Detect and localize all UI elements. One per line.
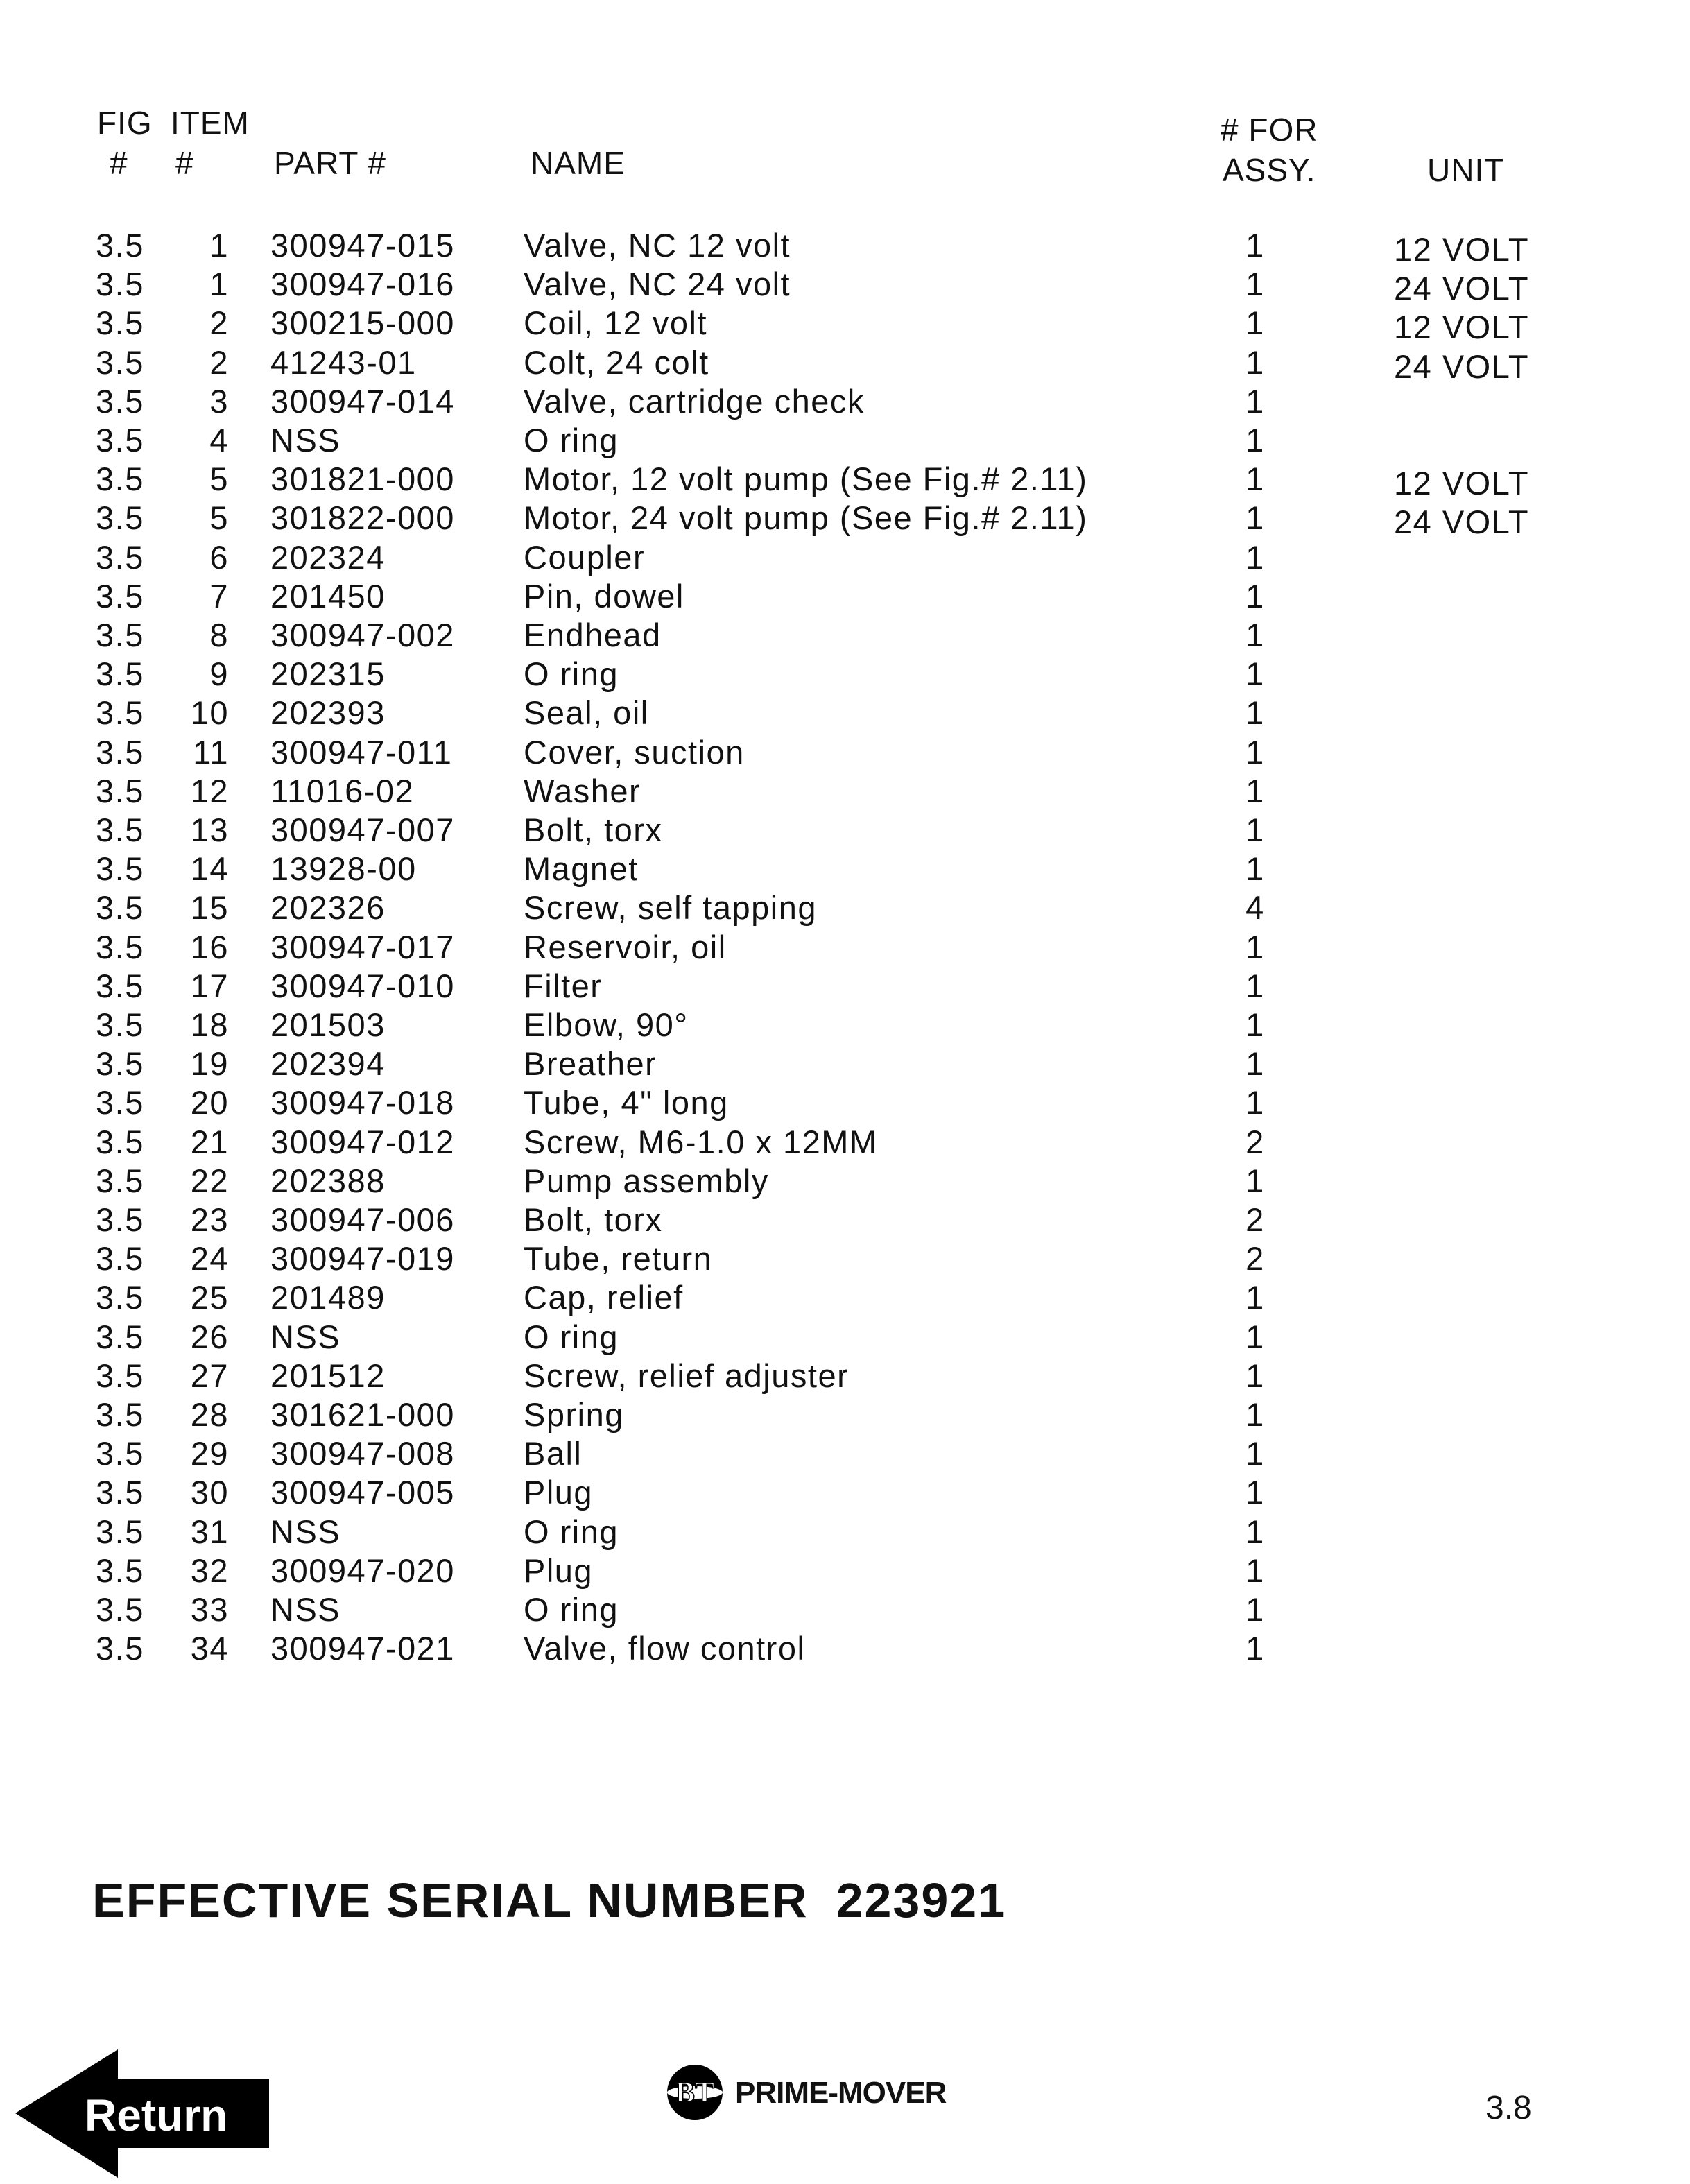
cell-name: Valve, flow control	[524, 1630, 806, 1667]
cell-qty: 1	[1245, 811, 1265, 848]
cell-item: 23	[190, 1201, 229, 1238]
cell-item: 19	[190, 1045, 229, 1083]
cell-name: Colt, 24 colt	[524, 343, 709, 381]
cell-item: 34	[190, 1630, 229, 1667]
cell-part: 300947-011	[270, 733, 453, 771]
cell-part: 202394	[270, 1045, 386, 1083]
cell-item: 22	[190, 1162, 229, 1199]
cell-unit: 12 VOLT	[1394, 309, 1530, 346]
header-item-hash: #	[175, 145, 194, 181]
cell-part: 300947-012	[270, 1123, 455, 1160]
table-row	[0, 1395, 1690, 1434]
table-row	[0, 811, 1690, 850]
table-row	[0, 616, 1690, 655]
cell-qty: 2	[1245, 1123, 1265, 1160]
cell-unit: 24 VOLT	[1394, 270, 1530, 307]
cell-item: 31	[190, 1513, 229, 1550]
cell-name: Screw, self tapping	[524, 889, 817, 927]
table-row	[0, 1434, 1690, 1473]
cell-part: 201512	[270, 1357, 386, 1394]
cell-qty: 1	[1245, 1279, 1265, 1316]
table-row	[0, 694, 1690, 732]
table-row	[0, 538, 1690, 577]
cell-part: 300947-014	[270, 382, 455, 420]
cell-qty: 1	[1245, 499, 1265, 537]
cell-qty: 1	[1245, 1006, 1265, 1043]
cell-qty: 1	[1245, 694, 1265, 732]
header-qty-assy: ASSY.	[1223, 152, 1316, 188]
header-fig: FIG	[97, 105, 153, 141]
cell-fig: 3.5	[96, 343, 144, 381]
table-row	[0, 499, 1690, 541]
cell-item: 18	[190, 1006, 229, 1043]
cell-fig: 3.5	[96, 1513, 144, 1550]
cell-name: Tube, 4" long	[524, 1084, 729, 1121]
cell-part: NSS	[270, 1318, 341, 1355]
cell-part: 202326	[270, 889, 386, 927]
cell-qty: 1	[1245, 1318, 1265, 1355]
cell-part: 300947-006	[270, 1201, 455, 1238]
cell-item: 8	[209, 617, 229, 653]
cell-item: 27	[190, 1357, 229, 1394]
cell-name: Filter	[524, 967, 603, 1004]
cell-qty: 1	[1245, 1474, 1265, 1511]
cell-name: Magnet	[524, 850, 639, 888]
cell-name: Pin, dowel	[524, 577, 684, 614]
cell-name: Screw, M6-1.0 x 12MM	[524, 1123, 878, 1160]
table-row	[0, 772, 1690, 811]
table-row	[0, 733, 1690, 772]
cell-qty: 1	[1245, 227, 1265, 264]
table-row	[0, 1357, 1690, 1395]
header-fig-hash: #	[110, 145, 128, 181]
cell-qty: 1	[1245, 1084, 1265, 1121]
table-row	[0, 1006, 1690, 1044]
cell-item: 1	[209, 266, 229, 303]
cell-qty: 1	[1245, 1045, 1265, 1083]
cell-part: 201450	[270, 577, 386, 614]
cell-unit: 12 VOLT	[1394, 465, 1530, 502]
cell-name: Coupler	[524, 538, 646, 576]
cell-item: 1	[209, 227, 229, 264]
cell-fig: 3.5	[96, 1006, 144, 1043]
cell-qty: 1	[1245, 1435, 1265, 1472]
serial-label: EFFECTIVE SERIAL NUMBER	[92, 1873, 809, 1927]
cell-qty: 1	[1245, 655, 1265, 693]
cell-item: 12	[190, 772, 229, 809]
cell-item: 25	[190, 1279, 229, 1316]
cell-fig: 3.5	[96, 889, 144, 927]
cell-fig: 3.5	[96, 1240, 144, 1278]
cell-item: 28	[190, 1396, 229, 1433]
table-row	[0, 421, 1690, 460]
cell-qty: 2	[1245, 1201, 1265, 1238]
cell-name: Bolt, torx	[524, 1201, 663, 1238]
table-row	[0, 1201, 1690, 1239]
cell-qty: 1	[1245, 850, 1265, 888]
table-row	[0, 1239, 1690, 1278]
cell-qty: 1	[1245, 1591, 1265, 1628]
table-row	[0, 1473, 1690, 1512]
cell-item: 30	[190, 1474, 229, 1511]
cell-part: 202393	[270, 694, 386, 732]
cell-fig: 3.5	[96, 461, 144, 498]
bt-logo-text: BT	[675, 2077, 715, 2109]
cell-part: 202324	[270, 538, 386, 576]
cell-item: 17	[190, 967, 229, 1004]
cell-qty: 1	[1245, 422, 1265, 458]
cell-fig: 3.5	[96, 772, 144, 809]
cell-fig: 3.5	[96, 655, 144, 693]
cell-item: 20	[190, 1084, 229, 1121]
cell-item: 3	[209, 382, 229, 420]
cell-qty: 1	[1245, 538, 1265, 576]
cell-part: 300947-015	[270, 227, 455, 264]
table-row	[0, 1044, 1690, 1083]
cell-name: O ring	[524, 655, 619, 693]
table-row	[0, 1162, 1690, 1201]
cell-fig: 3.5	[96, 1396, 144, 1433]
cell-name: Motor, 12 volt pump (See Fig.# 2.11)	[524, 461, 1088, 498]
cell-name: Valve, NC 12 volt	[524, 227, 791, 264]
cell-qty: 2	[1245, 1240, 1265, 1278]
table-row	[0, 1590, 1690, 1629]
cell-qty: 1	[1245, 382, 1265, 420]
cell-fig: 3.5	[96, 1318, 144, 1355]
cell-item: 13	[190, 811, 229, 848]
cell-fig: 3.5	[96, 967, 144, 1004]
table-row	[0, 382, 1690, 421]
cell-part: 300947-010	[270, 967, 455, 1004]
cell-fig: 3.5	[96, 266, 144, 303]
cell-part: 11016-02	[270, 772, 415, 809]
table-row	[0, 304, 1690, 346]
bt-logo-icon	[666, 2063, 724, 2122]
cell-fig: 3.5	[96, 538, 144, 576]
return-button[interactable]	[15, 2049, 272, 2178]
cell-item: 5	[209, 461, 229, 498]
cell-fig: 3.5	[96, 304, 144, 342]
brand-name: PRIME-MOVER	[735, 2076, 947, 2110]
cell-part: 300947-002	[270, 617, 455, 653]
cell-item: 32	[190, 1551, 229, 1589]
cell-qty: 1	[1245, 1551, 1265, 1589]
brand	[666, 2063, 985, 2126]
table-row	[0, 1083, 1690, 1122]
cell-name: O ring	[524, 1591, 619, 1628]
table-row	[0, 1629, 1690, 1668]
cell-name: Screw, relief adjuster	[524, 1357, 850, 1394]
cell-name: Bolt, torx	[524, 811, 663, 848]
cell-qty: 1	[1245, 772, 1265, 809]
cell-name: Seal, oil	[524, 694, 649, 732]
cell-fig: 3.5	[96, 1435, 144, 1472]
cell-part: 300215-000	[270, 304, 455, 342]
cell-qty: 1	[1245, 967, 1265, 1004]
cell-item: 15	[190, 889, 229, 927]
cell-part: 301821-000	[270, 461, 455, 498]
cell-qty: 1	[1245, 577, 1265, 614]
cell-name: O ring	[524, 422, 619, 458]
cell-fig: 3.5	[96, 227, 144, 264]
cell-name: Coil, 12 volt	[524, 304, 708, 342]
table-row	[0, 265, 1690, 307]
cell-part: 300947-016	[270, 266, 455, 303]
cell-fig: 3.5	[96, 1123, 144, 1160]
cell-item: 10	[190, 694, 229, 732]
header-qty: # FOR	[1221, 112, 1318, 148]
cell-part: 300947-020	[270, 1551, 455, 1589]
cell-name: Cover, suction	[524, 733, 745, 771]
cell-name: Valve, NC 24 volt	[524, 266, 791, 303]
cell-qty: 1	[1245, 928, 1265, 965]
cell-part: 300947-005	[270, 1474, 455, 1511]
cell-unit: 24 VOLT	[1394, 504, 1530, 541]
return-button-label: Return	[85, 2090, 228, 2140]
table-row	[0, 343, 1690, 385]
cell-part: 300947-019	[270, 1240, 455, 1278]
cell-part: NSS	[270, 422, 341, 458]
cell-part: 13928-00	[270, 850, 417, 888]
cell-fig: 3.5	[96, 811, 144, 848]
table-row	[0, 850, 1690, 888]
cell-item: 2	[209, 343, 229, 381]
table-row	[0, 577, 1690, 616]
cell-name: Cap, relief	[524, 1279, 684, 1316]
table-row	[0, 460, 1690, 502]
header-name: NAME	[531, 145, 626, 181]
page-number: 3.8	[1485, 2090, 1532, 2126]
cell-name: O ring	[524, 1513, 619, 1550]
table-row	[0, 888, 1690, 927]
cell-name: Breather	[524, 1045, 657, 1083]
cell-part: 301822-000	[270, 499, 455, 537]
cell-fig: 3.5	[96, 1045, 144, 1083]
cell-unit: 24 VOLT	[1394, 347, 1530, 385]
cell-name: Valve, cartridge check	[524, 382, 865, 420]
cell-name: Pump assembly	[524, 1162, 769, 1199]
cell-item: 14	[190, 850, 229, 888]
cell-name: Motor, 24 volt pump (See Fig.# 2.11)	[524, 499, 1088, 537]
cell-part: 300947-008	[270, 1435, 455, 1472]
cell-fig: 3.5	[96, 499, 144, 537]
cell-qty: 1	[1245, 304, 1265, 342]
cell-fig: 3.5	[96, 694, 144, 732]
cell-name: Ball	[524, 1435, 583, 1472]
cell-fig: 3.5	[96, 733, 144, 771]
table-row	[0, 655, 1690, 694]
cell-item: 7	[209, 577, 229, 614]
serial-number: 223921	[836, 1873, 1007, 1927]
header-unit: UNIT	[1427, 152, 1505, 188]
cell-item: 6	[209, 538, 229, 576]
cell-name: Plug	[524, 1474, 594, 1511]
cell-part: 41243-01	[270, 343, 417, 381]
cell-fig: 3.5	[96, 1357, 144, 1394]
cell-fig: 3.5	[96, 1084, 144, 1121]
cell-part: 201503	[270, 1006, 386, 1043]
cell-item: 33	[190, 1591, 229, 1628]
cell-qty: 1	[1245, 1513, 1265, 1550]
cell-fig: 3.5	[96, 577, 144, 614]
cell-qty: 1	[1245, 1396, 1265, 1433]
cell-item: 29	[190, 1435, 229, 1472]
cell-fig: 3.5	[96, 617, 144, 653]
cell-qty: 1	[1245, 733, 1265, 771]
cell-qty: 1	[1245, 1357, 1265, 1394]
cell-fig: 3.5	[96, 1201, 144, 1238]
cell-part: 202315	[270, 655, 386, 693]
cell-fig: 3.5	[96, 1162, 144, 1199]
cell-qty: 1	[1245, 1630, 1265, 1667]
header-part: PART #	[274, 145, 386, 181]
cell-fig: 3.5	[96, 1279, 144, 1316]
table-row	[0, 1123, 1690, 1162]
cell-qty: 1	[1245, 343, 1265, 381]
cell-part: 201489	[270, 1279, 386, 1316]
cell-fig: 3.5	[96, 1630, 144, 1667]
cell-item: 11	[193, 733, 229, 771]
cell-fig: 3.5	[96, 382, 144, 420]
cell-part: 300947-018	[270, 1084, 455, 1121]
table-row	[0, 1551, 1690, 1590]
cell-part: 300947-017	[270, 928, 455, 965]
cell-qty: 1	[1245, 617, 1265, 653]
table-row	[0, 226, 1690, 268]
cell-item: 9	[209, 655, 229, 693]
cell-name: Tube, return	[524, 1240, 713, 1278]
cell-name: Washer	[524, 772, 641, 809]
table-row	[0, 1278, 1690, 1317]
cell-name: Plug	[524, 1551, 594, 1589]
cell-part: 202388	[270, 1162, 386, 1199]
table-row	[0, 1318, 1690, 1357]
cell-unit: 12 VOLT	[1394, 231, 1530, 268]
cell-part: 300947-007	[270, 811, 455, 848]
cell-part: 300947-021	[270, 1630, 455, 1667]
cell-name: O ring	[524, 1318, 619, 1355]
cell-qty: 4	[1245, 889, 1265, 927]
cell-name: Endhead	[524, 617, 662, 653]
cell-item: 4	[209, 422, 229, 458]
cell-fig: 3.5	[96, 1474, 144, 1511]
cell-item: 16	[190, 928, 229, 965]
table-row	[0, 928, 1690, 967]
cell-fig: 3.5	[96, 1551, 144, 1589]
cell-part: NSS	[270, 1513, 341, 1550]
cell-name: Spring	[524, 1396, 624, 1433]
cell-item: 21	[190, 1123, 229, 1160]
table-row	[0, 967, 1690, 1006]
cell-item: 24	[190, 1240, 229, 1278]
cell-fig: 3.5	[96, 1591, 144, 1628]
cell-fig: 3.5	[96, 850, 144, 888]
cell-fig: 3.5	[96, 928, 144, 965]
cell-fig: 3.5	[96, 422, 144, 458]
cell-item: 26	[190, 1318, 229, 1355]
cell-part: NSS	[270, 1591, 341, 1628]
header-item: ITEM	[171, 105, 250, 141]
cell-name: Reservoir, oil	[524, 928, 727, 965]
cell-part: 301621-000	[270, 1396, 455, 1433]
effective-serial-number	[92, 1873, 1006, 1928]
cell-qty: 1	[1245, 266, 1265, 303]
cell-qty: 1	[1245, 461, 1265, 498]
cell-qty: 1	[1245, 1162, 1265, 1199]
cell-item: 2	[209, 304, 229, 342]
cell-item: 5	[209, 499, 229, 537]
cell-name: Elbow, 90°	[524, 1006, 689, 1043]
table-row	[0, 1513, 1690, 1551]
